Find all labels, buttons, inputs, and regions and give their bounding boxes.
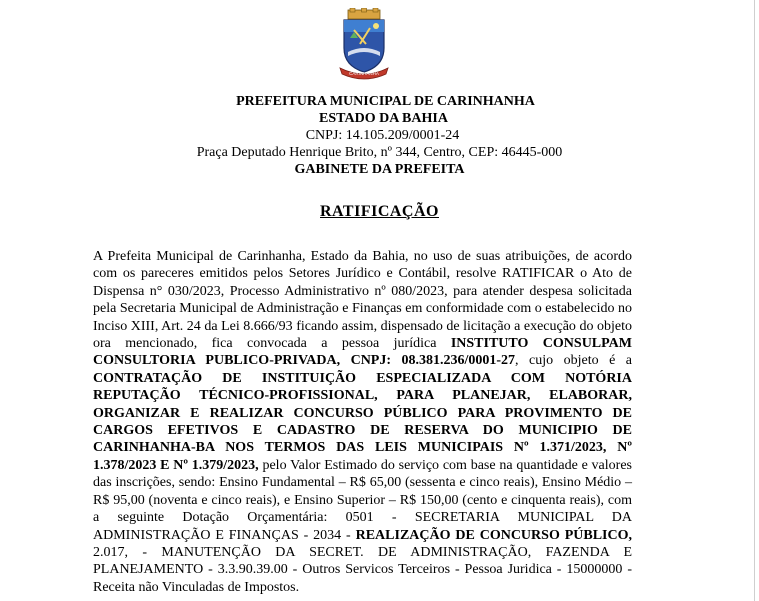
municipality-name: PREFEITURA MUNICIPAL DE CARINHANHA <box>236 94 535 109</box>
paragraph-text-4: 2.017, - MANUTENÇÃO DA SECRET. DE ADMINISTRAÇÃO, FAZENDA E PLANEJAMENTO - 3.3.90.39.00 - Outros Servicos Terceiros - Pessoa Juridica - 15000000 - Receita não Vinculadas de Impostos. <box>93 544 632 595</box>
ratification-paragraph <box>93 248 632 596</box>
paragraph-text-2: , cujo objeto é a <box>515 353 632 369</box>
state-name: ESTADO DA BAHIA <box>319 111 448 126</box>
paragraph-text-1: A Prefeita Municipal de Carinhanha, Estado da Bahia, no uso de suas atribuições, de acordo com os pareceres emitidos pelos Setores Jurídico e Contábil, resolve RATIFICAR o Ato de Dispensa n° 030/2023, Processo Administrativo nº 080/2023, para atender despesa solicitada pela Secretaria Municipal de Administração e Finanças em conformidade com o estabelecido no Inciso XIII, Art. 24 da Lei 8.666/93 ficando assim, dispensado de licitação a execução do objeto ora mencionado, fica convocada a pessoa jurídica <box>93 249 632 352</box>
contract-object: CONTRATAÇÃO DE INSTITUIÇÃO ESPECIALIZADA COM NOTÓRIA REPUTAÇÃO TÉCNICO-PROFISSIONAL, PARA PLANEJAR, ELABORAR, ORGANIZAR E REALIZAR CONCURSO PÚBLICO PARA PROVIMENTO DE CARGOS EFETIVOS E CADASTRO DE RESERVA DO MUNICIPIO DE CARINHANHA-BA NOS TERMOS DAS LEIS MUNICIPAIS Nº 1.371/2023, Nº 1.378/2023 E Nº 1.379/2023, <box>93 370 632 473</box>
municipal-coat-of-arms <box>336 8 392 80</box>
cnpj: CNPJ: 14.105.209/0001-24 <box>305 128 460 143</box>
office-name: GABINETE DA PREFEITA <box>294 162 465 177</box>
crest-ribbon-text: CARINHANHA <box>349 71 379 76</box>
company-name: INSTITUTO CONSULPAM CONSULTORIA PUBLICO-PRIVADA, CNPJ: 08.381.236/0001-27 <box>93 336 632 369</box>
budget-action: REALIZAÇÃO DE CONCURSO PÚBLICO, <box>355 527 632 543</box>
document-title: RATIFICAÇÃO <box>320 203 439 220</box>
paragraph-text-3: pelo Valor Estimado do serviço com base na quantidade e valores das inscrições, sendo: Ensino Fundamental – R$ 65,00 (sessenta e cinco reais), Ensino Médio – R$ 95,00 (noventa e cinco reais), e Ensino Superior – R$ 150,00 (cento e cinquenta reais), com a seguinte Dotação Orçamentária: 0501 - SECRETARIA MUNICIPAL DA ADMINISTRAÇÃO E FINANÇAS - 2034 - <box>93 457 632 543</box>
letterhead <box>0 93 759 178</box>
page-edge <box>754 0 755 601</box>
address: Praça Deputado Henrique Brito, nº 344, Centro, CEP: 46445-000 <box>196 145 563 160</box>
